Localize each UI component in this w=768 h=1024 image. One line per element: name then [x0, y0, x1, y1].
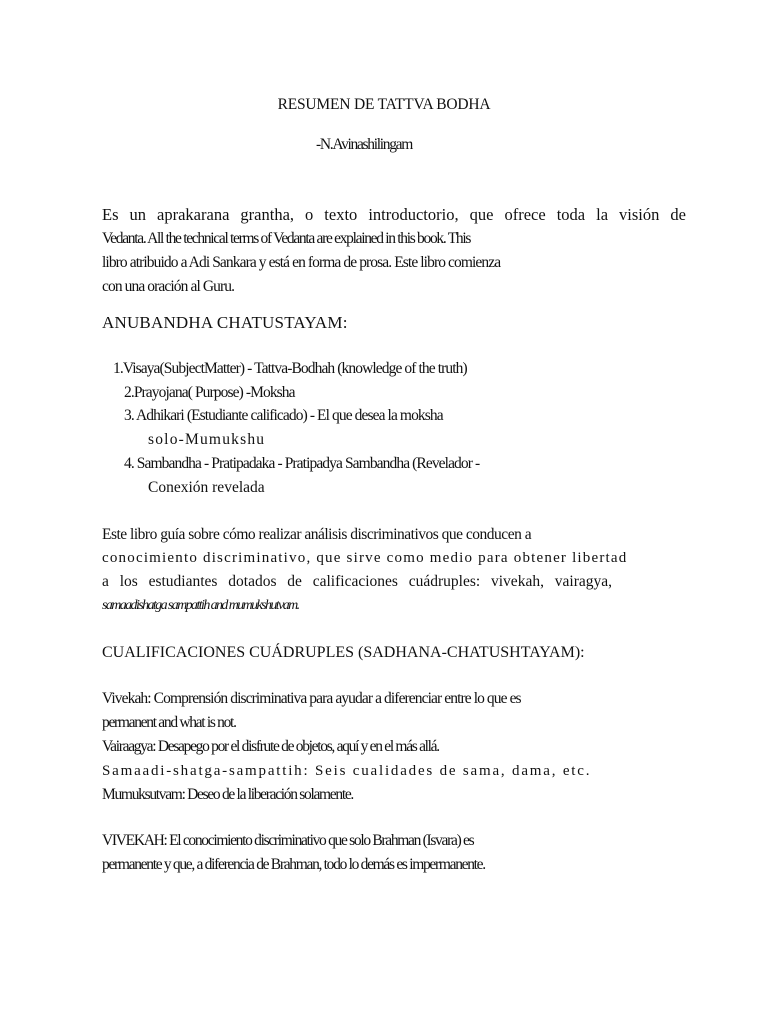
intro-line-1: Es un aprakarana grantha, o texto introductorio, que ofrece toda la visión de: [102, 205, 686, 224]
anubandha-item-4: 4. Sambandha - Pratipadaka - Pratipadya Sambandha (Revelador -: [124, 455, 480, 472]
qualification-vairaagya: Vairaagya: Desapego por el disfrute de objetos, aquí y en el más allá.: [102, 738, 439, 755]
anubandha-item-1: 1.Visaya(SubjectMatter) - Tattva-Bodhah (knowledge of the truth): [113, 360, 467, 377]
document-author: -N.Avinashilingam: [316, 136, 412, 153]
guide-line-4: samaadishatga sampattih and mumukshutvam.: [102, 598, 299, 613]
anubandha-item-2: 2.Prayojana( Purpose) -Moksha: [124, 384, 295, 401]
qualifications-heading: CUALIFICACIONES CUÁDRUPLES (SADHANA-CHATUSHTAYAM):: [102, 644, 585, 661]
intro-line-3: libro atribuido a Adi Sankara y está en forma de prosa. Este libro comienza: [102, 254, 501, 271]
intro-line-4: con una oración al Guru.: [102, 278, 235, 295]
vivekah-line-1: VIVEKAH: El conocimiento discriminativo que solo Brahman (Isvara) es: [102, 832, 474, 849]
qualification-vivekah: Vivekah: Comprensión discriminativa para ayudar a diferenciar entre lo que es: [102, 690, 521, 707]
qualification-mumuksutvam: Mumuksutvam: Deseo de la liberación solamente.: [102, 786, 353, 803]
anubandha-item-3-cont: solo-Mumukshu: [148, 431, 266, 448]
guide-line-2: conocimiento discriminativo, que sirve como medio para obtener libertad: [102, 550, 628, 566]
vivekah-line-2: permanente y que, a diferencia de Brahman, todo lo demás es impermanente.: [102, 856, 485, 873]
anubandha-item-4-cont: Conexión revelada: [148, 479, 265, 496]
document-title: RESUMEN DE TATTVA BODHA: [277, 96, 491, 113]
guide-line-3: a los estudiantes dotados de calificaciones cuádruples: vivekah, vairagya,: [102, 573, 612, 590]
guide-line-1: Este libro guía sobre cómo realizar análisis discriminativos que conducen a: [102, 526, 532, 543]
qualification-samaadi: Samaadi-shatga-sampattih: Seis cualidades de sama, dama, etc.: [102, 763, 592, 779]
intro-line-2: Vedanta. All the technical terms of Vedanta are explained in this book. This: [102, 230, 471, 247]
anubandha-item-3: 3. Adhikari (Estudiante calificado) - El que desea la moksha: [124, 407, 443, 424]
anubandha-heading: ANUBANDHA CHATUSTAYAM:: [102, 313, 348, 332]
qualification-vivekah-cont: permanent and what is not.: [102, 714, 236, 731]
